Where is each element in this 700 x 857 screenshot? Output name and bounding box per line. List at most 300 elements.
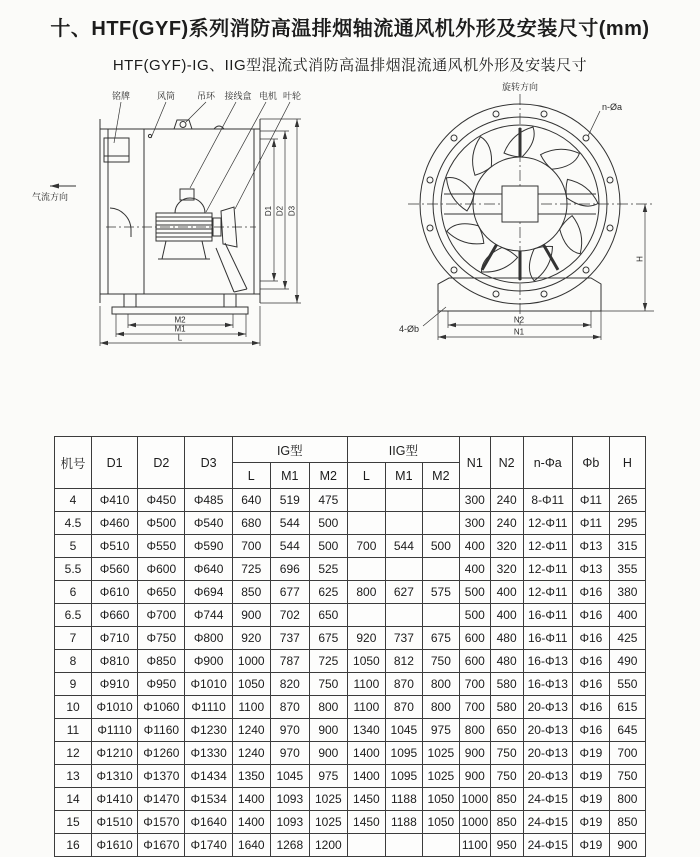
col-header-b: Φb: [572, 437, 609, 489]
table-cell: 240: [490, 512, 523, 535]
table-cell: 525: [309, 558, 347, 581]
table-row: [55, 834, 646, 857]
table-body: [55, 489, 646, 857]
table-cell: [385, 834, 422, 857]
table-cell: 600: [459, 650, 490, 673]
table-cell: Φ950: [138, 673, 185, 696]
table-cell: Φ1060: [138, 696, 185, 719]
table-cell: 20-Φ13: [523, 765, 572, 788]
col-header-n1: N1: [459, 437, 490, 489]
table-cell: 519: [270, 489, 309, 512]
fan-front-view-diagram: [398, 81, 688, 365]
table-cell: Φ16: [572, 604, 609, 627]
table-row: [55, 604, 646, 627]
table-cell: 1400: [347, 765, 385, 788]
table-cell: Φ710: [91, 627, 137, 650]
table-cell: Φ1434: [185, 765, 232, 788]
leader-lines: [114, 102, 290, 212]
dim-n2: N2: [513, 315, 525, 325]
inlet-bell: [110, 208, 131, 237]
table-cell: Φ16: [572, 719, 609, 742]
table-cell: Φ550: [138, 535, 185, 558]
table-cell: [347, 558, 385, 581]
table-cell: [347, 512, 385, 535]
table-row: [55, 742, 646, 765]
table-cell: 675: [309, 627, 347, 650]
table-cell: Φ19: [572, 811, 609, 834]
table-cell: 1093: [270, 788, 309, 811]
col-header-model: 机号: [55, 437, 92, 489]
table-cell: Φ13: [572, 535, 609, 558]
table-cell: Φ1210: [91, 742, 137, 765]
table-cell: [385, 558, 422, 581]
table-cell: 16-Φ13: [523, 673, 572, 696]
table-cell: 625: [309, 581, 347, 604]
col-header-d1: D1: [91, 437, 137, 489]
table-cell: [385, 604, 422, 627]
table-cell: 6: [55, 581, 92, 604]
mounting-base: [112, 294, 248, 314]
table-cell: [422, 512, 459, 535]
table-cell: 500: [459, 604, 490, 627]
table-cell: 800: [459, 719, 490, 742]
table-cell: 1400: [232, 811, 270, 834]
table-cell: Φ460: [91, 512, 137, 535]
table-cell: Φ16: [572, 673, 609, 696]
col-header-ig-m2: M2: [309, 463, 347, 489]
table-cell: 1050: [422, 811, 459, 834]
table-cell: 725: [309, 650, 347, 673]
table-cell: 975: [309, 765, 347, 788]
col-header-na: n-Φa: [523, 437, 572, 489]
table-cell: 315: [609, 535, 645, 558]
table-cell: 16: [55, 834, 92, 857]
table-cell: 750: [609, 765, 645, 788]
table-cell: 4: [55, 489, 92, 512]
table-cell: Φ1110: [185, 696, 232, 719]
table-cell: 265: [609, 489, 645, 512]
table-cell: 12: [55, 742, 92, 765]
table-cell: 700: [609, 742, 645, 765]
table-cell: 1450: [347, 788, 385, 811]
table-cell: 900: [309, 719, 347, 742]
table-cell: 475: [309, 489, 347, 512]
table-cell: 1095: [385, 765, 422, 788]
table-cell: 1188: [385, 811, 422, 834]
table-cell: Φ16: [572, 581, 609, 604]
col-header-h: H: [609, 437, 645, 489]
table-cell: Φ11: [572, 512, 609, 535]
table-cell: 355: [609, 558, 645, 581]
table-row: [55, 788, 646, 811]
table-cell: 1000: [232, 650, 270, 673]
dim-m2: M2: [174, 315, 186, 325]
table-cell: 1100: [347, 696, 385, 719]
height-dimension: [601, 204, 654, 311]
table-cell: 800: [422, 673, 459, 696]
dim-n1: N1: [513, 327, 525, 337]
table-cell: 16-Φ11: [523, 627, 572, 650]
table-cell: 1025: [309, 811, 347, 834]
table-cell: Φ610: [91, 581, 137, 604]
table-cell: 800: [309, 696, 347, 719]
table-row: [55, 535, 646, 558]
foot-holes-label: 4-Øb: [399, 324, 420, 334]
table-cell: Φ1010: [91, 696, 137, 719]
table-row: [55, 673, 646, 696]
table-cell: 480: [490, 627, 523, 650]
table-cell: 1240: [232, 742, 270, 765]
table-cell: 900: [609, 834, 645, 857]
table-cell: Φ19: [572, 765, 609, 788]
impeller-label: 叶轮: [282, 91, 302, 101]
table-cell: [422, 834, 459, 857]
table-cell: Φ13: [572, 558, 609, 581]
table-cell: Φ19: [572, 742, 609, 765]
table-cell: 400: [459, 535, 490, 558]
table-cell: Φ1510: [91, 811, 137, 834]
table-cell: Φ1110: [91, 719, 137, 742]
page-title: 十、HTF(GYF)系列消防高温排烟轴流通风机外形及安装尺寸(mm): [50, 18, 650, 40]
table-cell: 640: [232, 489, 270, 512]
table-cell: Φ19: [572, 788, 609, 811]
table-cell: 600: [459, 627, 490, 650]
table-cell: Φ1640: [185, 811, 232, 834]
dim-m1: M1: [174, 324, 186, 334]
dim-d2: D2: [275, 205, 285, 217]
table-cell: 320: [490, 535, 523, 558]
table-row: [55, 765, 646, 788]
table-cell: Φ1670: [138, 834, 185, 857]
table-cell: 1025: [309, 788, 347, 811]
table-cell: Φ600: [138, 558, 185, 581]
airflow-label: 气流方向: [32, 192, 69, 202]
table-cell: 677: [270, 581, 309, 604]
bolt-holes-label: n-Øa: [602, 102, 623, 112]
table-cell: 700: [232, 535, 270, 558]
table-cell: 850: [609, 811, 645, 834]
table-cell: Φ11: [572, 489, 609, 512]
table-cell: 400: [459, 558, 490, 581]
fan-casing: [108, 129, 254, 294]
table-row: [55, 512, 646, 535]
table-cell: Φ744: [185, 604, 232, 627]
table-cell: 580: [490, 673, 523, 696]
diagram-section: [0, 81, 700, 373]
table-cell: 1025: [422, 765, 459, 788]
duct-label: 风筒: [156, 91, 176, 101]
table-cell: 490: [609, 650, 645, 673]
table-cell: 6.5: [55, 604, 92, 627]
table-cell: [422, 558, 459, 581]
table-cell: Φ660: [91, 604, 137, 627]
table-cell: 1400: [232, 788, 270, 811]
table-cell: Φ1310: [91, 765, 137, 788]
table-cell: 920: [347, 627, 385, 650]
table-cell: 850: [232, 581, 270, 604]
table-cell: 702: [270, 604, 309, 627]
table-cell: 787: [270, 650, 309, 673]
table-cell: Φ16: [572, 650, 609, 673]
dim-d1: D1: [264, 205, 273, 217]
table-cell: Φ850: [138, 650, 185, 673]
table-cell: Φ1470: [138, 788, 185, 811]
table-cell: 800: [422, 696, 459, 719]
table-cell: 9: [55, 673, 92, 696]
table-cell: 24-Φ15: [523, 834, 572, 857]
hub-square: [502, 186, 538, 222]
table-cell: 675: [422, 627, 459, 650]
table-cell: 400: [490, 581, 523, 604]
table-cell: 650: [490, 719, 523, 742]
table-cell: 700: [347, 535, 385, 558]
table-cell: 5.5: [55, 558, 92, 581]
table-row: [55, 558, 646, 581]
table-cell: 700: [459, 673, 490, 696]
table-cell: 240: [490, 489, 523, 512]
table-cell: 650: [309, 604, 347, 627]
table-cell: 1240: [232, 719, 270, 742]
table-cell: Φ410: [91, 489, 137, 512]
table-cell: Φ1230: [185, 719, 232, 742]
table-cell: Φ1260: [138, 742, 185, 765]
table-cell: 737: [270, 627, 309, 650]
table-cell: 480: [490, 650, 523, 673]
table-cell: 1050: [422, 788, 459, 811]
table-cell: 20-Φ13: [523, 742, 572, 765]
table-cell: Φ1534: [185, 788, 232, 811]
table-row: [55, 650, 646, 673]
table-cell: 800: [609, 788, 645, 811]
col-header-iig-m1: M1: [385, 463, 422, 489]
junction-box-label: 接线盒: [224, 91, 252, 101]
table-cell: 12-Φ11: [523, 581, 572, 604]
table-cell: Φ1740: [185, 834, 232, 857]
table-cell: 1400: [347, 742, 385, 765]
table-cell: 400: [609, 604, 645, 627]
table-cell: 970: [270, 742, 309, 765]
table-cell: 575: [422, 581, 459, 604]
dimension-table: [54, 436, 646, 857]
table-cell: Φ590: [185, 535, 232, 558]
table-row: [55, 581, 646, 604]
table-cell: 20-Φ13: [523, 719, 572, 742]
lifting-ring: [174, 120, 192, 129]
table-cell: Φ540: [185, 512, 232, 535]
table-cell: 12-Φ11: [523, 535, 572, 558]
table-row: [55, 489, 646, 512]
table-cell: 300: [459, 489, 490, 512]
table-cell: 800: [347, 581, 385, 604]
airflow-arrow: [50, 184, 76, 189]
table-cell: 870: [270, 696, 309, 719]
table-cell: 900: [459, 765, 490, 788]
table-cell: 4.5: [55, 512, 92, 535]
table-cell: Φ910: [91, 673, 137, 696]
table-cell: Φ900: [185, 650, 232, 673]
table-cell: Φ510: [91, 535, 137, 558]
table-row: [55, 811, 646, 834]
table-cell: Φ700: [138, 604, 185, 627]
table-cell: 12-Φ11: [523, 558, 572, 581]
table-cell: 24-Φ15: [523, 811, 572, 834]
table-cell: [347, 834, 385, 857]
table-cell: 900: [309, 742, 347, 765]
table-cell: Φ810: [91, 650, 137, 673]
table-cell: Φ16: [572, 627, 609, 650]
table-cell: 1045: [385, 719, 422, 742]
table-cell: Φ560: [91, 558, 137, 581]
table-cell: 1100: [232, 696, 270, 719]
table-cell: 15: [55, 811, 92, 834]
table-cell: Φ16: [572, 696, 609, 719]
table-cell: 615: [609, 696, 645, 719]
table-cell: 627: [385, 581, 422, 604]
table-cell: 12-Φ11: [523, 512, 572, 535]
table-cell: 20-Φ13: [523, 696, 572, 719]
table-cell: Φ694: [185, 581, 232, 604]
table-cell: 1025: [422, 742, 459, 765]
table-cell: 975: [422, 719, 459, 742]
col-header-n2: N2: [490, 437, 523, 489]
table-cell: 645: [609, 719, 645, 742]
table-cell: 750: [309, 673, 347, 696]
table-cell: 14: [55, 788, 92, 811]
table-cell: 1350: [232, 765, 270, 788]
table-cell: 1450: [347, 811, 385, 834]
table-cell: 1340: [347, 719, 385, 742]
table-cell: 750: [422, 650, 459, 673]
table-cell: 725: [232, 558, 270, 581]
table-cell: 16-Φ11: [523, 604, 572, 627]
col-header-ig-group: IG型: [232, 437, 347, 463]
table-cell: 300: [459, 512, 490, 535]
table-cell: Φ1570: [138, 811, 185, 834]
motor-label: 电机: [258, 91, 278, 101]
table-cell: 580: [490, 696, 523, 719]
fan-side-view-diagram: [28, 81, 360, 365]
table-cell: 680: [232, 512, 270, 535]
table-cell: 1050: [347, 650, 385, 673]
table-cell: Φ800: [185, 627, 232, 650]
table-cell: Φ19: [572, 834, 609, 857]
table-cell: 1095: [385, 742, 422, 765]
table-cell: 900: [232, 604, 270, 627]
table-cell: 812: [385, 650, 422, 673]
table-cell: 544: [270, 512, 309, 535]
table-cell: Φ750: [138, 627, 185, 650]
col-header-d2: D2: [138, 437, 185, 489]
table-cell: 950: [490, 834, 523, 857]
table-cell: 1188: [385, 788, 422, 811]
table-cell: Φ450: [138, 489, 185, 512]
table-cell: 696: [270, 558, 309, 581]
page-subtitle: HTF(GYF)-IG、IIG型混流式消防高温排烟混流通风机外形及安装尺寸: [112, 57, 588, 74]
dim-h: H: [635, 256, 645, 262]
table-cell: 750: [490, 765, 523, 788]
table-cell: 1050: [232, 673, 270, 696]
table-cell: Φ1370: [138, 765, 185, 788]
table-cell: 850: [490, 811, 523, 834]
table-cell: 8-Φ11: [523, 489, 572, 512]
table-cell: 13: [55, 765, 92, 788]
table-cell: [422, 489, 459, 512]
table-cell: [347, 604, 385, 627]
col-header-iig-group: IIG型: [347, 437, 459, 463]
table-cell: 1045: [270, 765, 309, 788]
table-cell: [385, 489, 422, 512]
table-cell: Φ650: [138, 581, 185, 604]
table-cell: Φ1610: [91, 834, 137, 857]
table-cell: 737: [385, 627, 422, 650]
table-cell: 10: [55, 696, 92, 719]
table-cell: 1640: [232, 834, 270, 857]
col-header-ig-l: L: [232, 463, 270, 489]
table-cell: 1200: [309, 834, 347, 857]
table-cell: 544: [270, 535, 309, 558]
col-header-d3: D3: [185, 437, 232, 489]
col-header-iig-m2: M2: [422, 463, 459, 489]
table-cell: 970: [270, 719, 309, 742]
table-cell: 320: [490, 558, 523, 581]
table-cell: Φ1410: [91, 788, 137, 811]
table-row: [55, 719, 646, 742]
table-cell: [347, 489, 385, 512]
table-cell: 7: [55, 627, 92, 650]
table-cell: 700: [459, 696, 490, 719]
table-cell: 500: [422, 535, 459, 558]
table-cell: Φ1160: [138, 719, 185, 742]
table-cell: 1093: [270, 811, 309, 834]
table-cell: 870: [385, 673, 422, 696]
rotation-direction-label: 旋转方向: [501, 82, 539, 92]
table-cell: 1268: [270, 834, 309, 857]
table-cell: 1000: [459, 811, 490, 834]
table-cell: 500: [459, 581, 490, 604]
table-cell: 900: [459, 742, 490, 765]
table-cell: 500: [309, 512, 347, 535]
table-cell: 16-Φ13: [523, 650, 572, 673]
table-cell: 295: [609, 512, 645, 535]
lifting-ring-label: 吊环: [196, 91, 216, 101]
table-cell: Φ500: [138, 512, 185, 535]
table-row: [55, 627, 646, 650]
table-cell: 820: [270, 673, 309, 696]
nameplate-label: 铭牌: [111, 91, 131, 101]
col-header-ig-m1: M1: [270, 463, 309, 489]
table-cell: 24-Φ15: [523, 788, 572, 811]
table-cell: 750: [490, 742, 523, 765]
table-cell: 11: [55, 719, 92, 742]
table-cell: 1100: [347, 673, 385, 696]
table-cell: 550: [609, 673, 645, 696]
table-cell: 380: [609, 581, 645, 604]
table-cell: 8: [55, 650, 92, 673]
dim-l: L: [177, 333, 183, 343]
table-cell: [422, 604, 459, 627]
table-cell: Φ640: [185, 558, 232, 581]
table-cell: 1000: [459, 788, 490, 811]
col-header-iig-l: L: [347, 463, 385, 489]
table-cell: [385, 512, 422, 535]
table-cell: 500: [309, 535, 347, 558]
table-cell: Φ1010: [185, 673, 232, 696]
table-cell: 1100: [459, 834, 490, 857]
table-cell: 425: [609, 627, 645, 650]
table-cell: Φ485: [185, 489, 232, 512]
table-cell: 544: [385, 535, 422, 558]
table-row: [55, 696, 646, 719]
